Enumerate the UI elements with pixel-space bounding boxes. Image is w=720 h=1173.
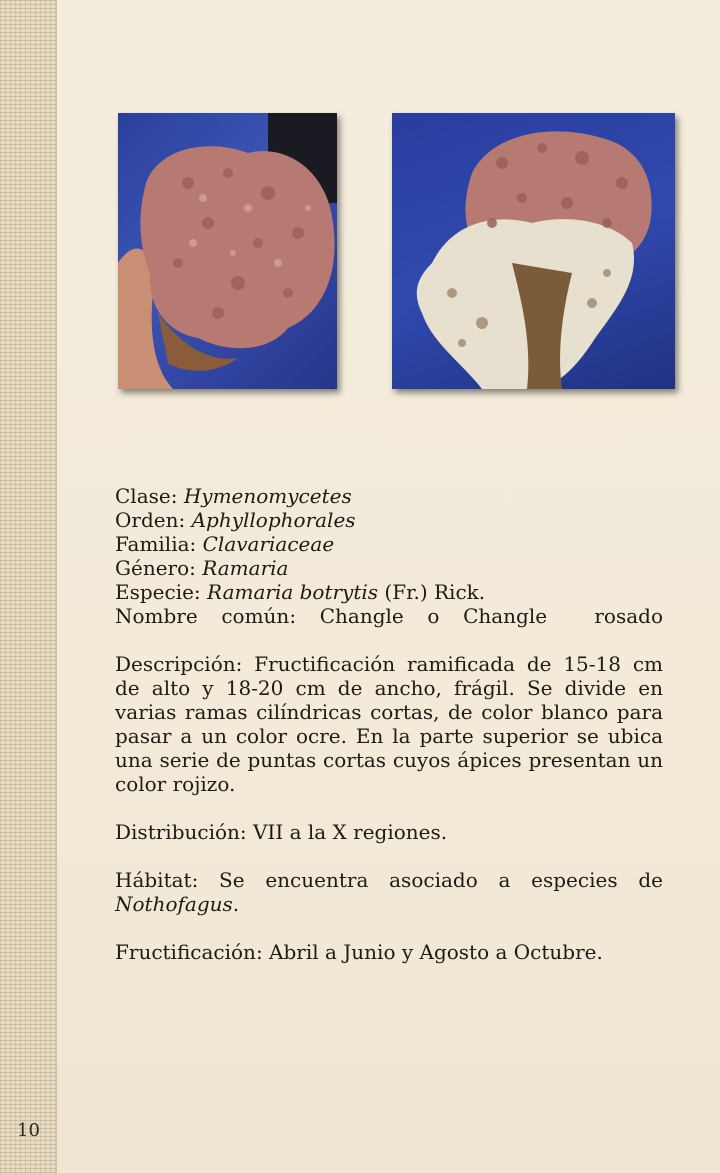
page-number: 10 [17,1120,40,1141]
orden-label: Orden: [115,508,186,532]
familia-value: Clavariaceae [202,532,335,556]
distribucion-paragraph: Distribución: VII a la X regiones. [115,820,448,844]
nombre-label: Nombre común: [115,604,297,628]
clase-value: Hymenomycetes [183,484,352,508]
taxonomy-especie [115,580,663,604]
taxonomy-nombre-comun [115,604,663,628]
habitat-text: Hábitat: Se encuentra asociado a especies de [115,868,663,892]
taxonomy-orden [115,508,663,532]
fructificacion-paragraph: Fructificación: Abril a Junio y Agosto a Octubre. [115,940,603,964]
genero-label: Género: [115,556,196,580]
mushroom-illustration-left [118,113,337,389]
mushroom-photo-left [118,113,337,389]
clase-label: Clase: [115,484,178,508]
nombre-value: Changle o Changle rosado [319,604,664,628]
familia-label: Familia: [115,532,197,556]
especie-value: Ramaria botrytis [207,580,379,604]
especie-label: Especie: [115,580,201,604]
genero-value: Ramaria [202,556,289,580]
taxonomy-clase [115,484,663,508]
species-description [115,484,663,964]
orden-value: Aphyllophorales [191,508,356,532]
habitat-paragraph [115,868,663,916]
mushroom-illustration-right [392,113,675,389]
habitat-genus: Nothofagus [115,892,233,916]
taxonomy-genero [115,556,663,580]
habitat-end: . [232,892,240,916]
taxonomy-familia [115,532,663,556]
descripcion-paragraph: Descripción: Fructificación ramificada de 15-18 cm de alto y 18-20 cm de ancho, frágil. Se divide en varias ramas cilíndricas cortas, de color blanco para pasar a un color ocre. En la parte superior se ubica una serie de puntas cortas cuyos ápices presentan un color rojizo. [115,652,663,796]
especie-author: (Fr.) Rick. [384,580,486,604]
book-spine-texture [0,0,57,1173]
mushroom-photo-right [392,113,675,389]
